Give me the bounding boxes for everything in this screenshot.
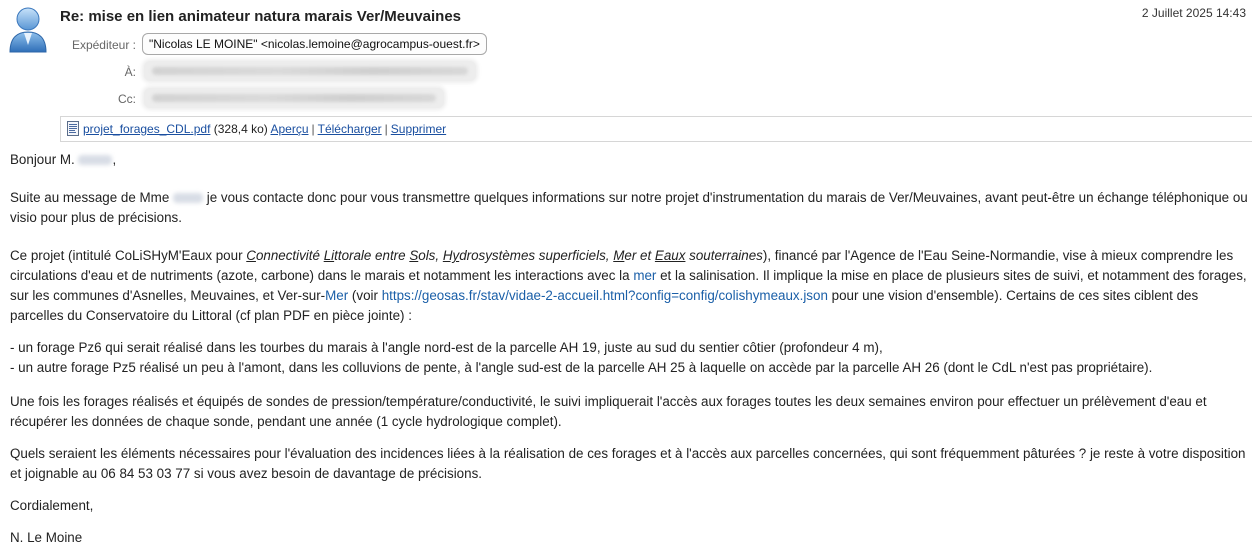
acronym-text: er et bbox=[624, 248, 655, 263]
download-link[interactable]: Télécharger bbox=[317, 122, 382, 136]
cc-label: Cc: bbox=[118, 92, 136, 106]
acronym-letter: Eaux bbox=[654, 248, 686, 263]
acronym-text: onnectivité bbox=[255, 248, 324, 263]
paragraph-project bbox=[10, 246, 1248, 326]
email-body bbox=[10, 150, 1248, 560]
acronym-text: ttorale entre bbox=[334, 248, 410, 263]
attachment-bar bbox=[60, 116, 1252, 142]
project-text: (voir bbox=[348, 288, 382, 303]
email-date: 2 Juillet 2025 14:43 bbox=[1141, 6, 1246, 20]
separator: | bbox=[311, 122, 315, 136]
greeting-punct: , bbox=[112, 152, 117, 167]
to-label: À: bbox=[124, 65, 136, 79]
acronym-text: souterraines bbox=[685, 248, 763, 263]
acronym-letter: Li bbox=[323, 248, 335, 263]
signature: N. Le Moine bbox=[10, 530, 83, 545]
redacted-name bbox=[78, 155, 112, 165]
message-header bbox=[0, 0, 1252, 145]
paragraph-intro bbox=[10, 188, 1248, 228]
preview-link[interactable]: Aperçu bbox=[270, 122, 309, 136]
acronym-letter: M bbox=[613, 248, 625, 263]
acronym-letter: Hy bbox=[442, 248, 460, 263]
mer-link[interactable]: Mer bbox=[325, 288, 349, 303]
paragraph-question: Quels seraient les éléments nécessaires pour l'évaluation des incidences liées à la réalisation de ces forages et à l'accès aux parcelles concernées, qui sont fréquemment pâturées ? je reste à votre disposition et joignable au 06 84 53 03 77 si vous avez besoin de davantage de précisions. bbox=[10, 446, 1246, 481]
intro-text-b: je vous contacte donc pour vous transmettre quelques informations sur notre projet d'instrumentation du marais de Ver/Meuvaines, avant peut-être un échange téléphonique ou visio pour plus de précisions. bbox=[10, 190, 1248, 225]
closing: Cordialement, bbox=[10, 498, 94, 513]
greeting-line bbox=[10, 150, 1248, 170]
intro-text-a: Suite au message de Mme bbox=[10, 190, 170, 205]
project-text: Ce projet (intitulé CoLiSHyM'Eaux pour bbox=[10, 248, 247, 263]
user-avatar-icon bbox=[8, 5, 48, 53]
separator: | bbox=[384, 122, 388, 136]
from-label: Expéditeur : bbox=[71, 38, 136, 52]
redacted-name bbox=[173, 193, 203, 203]
acronym-letter: C bbox=[246, 248, 256, 263]
acronym-letter: S bbox=[409, 248, 419, 263]
acronym-text: ols, bbox=[418, 248, 443, 263]
attachment-size: (328,4 ko) bbox=[213, 122, 268, 136]
email-subject: Re: mise en lien animateur natura marais Ver/Meuvaines bbox=[60, 8, 462, 25]
geosas-url-link[interactable]: https://geosas.fr/stav/vidae-2-accueil.html?config=config/colishymeaux.json bbox=[381, 288, 828, 303]
acronym-text: drosystèmes superficiels, bbox=[459, 248, 614, 263]
bullet-item: - un autre forage Pz5 réalisé un peu à l'amont, dans les colluvions de pente, à l'angle sud-est de la parcelle AH 25 à laquelle on accède par la parcelle AH 26 (dont le CdL n'est pas propriétaire). bbox=[10, 360, 1153, 375]
mer-link[interactable]: mer bbox=[633, 268, 657, 283]
attachment-filename-link[interactable]: projet_forages_CDL.pdf bbox=[83, 122, 211, 136]
sender-address-pill[interactable]: "Nicolas LE MOINE" <nicolas.lemoine@agrocampus-ouest.fr> bbox=[142, 33, 487, 55]
paragraph-monitoring: Une fois les forages réalisés et équipés de sondes de pression/température/conductivité, le suivi impliquerait l'accès aux forages toutes les deux semaines environ pour effectuer un prélèvement d'eau et récupérer les données de chaque sonde, pendant une année (1 cycle hydrologique complet). bbox=[10, 394, 1207, 429]
greeting-text: Bonjour M. bbox=[10, 152, 75, 167]
bullet-item: - un forage Pz6 qui serait réalisé dans les tourbes du marais à l'angle nord-est de la parcelle AH 19, juste au sud du sentier côtier (profondeur 4 m), bbox=[10, 340, 883, 355]
project-text: ), financé par l'Agence de l'Eau Seine-Normandie, vise à mieux comprendre les circulations d'eau et de nutriments (azote, carbone) dans le marais et notamment les interactions avec la bbox=[10, 248, 1234, 283]
project-text: et la salinisation. Il implique la mise en place de plusieurs sites de suivi, et notamment des forages, sur les communes d'Asnelles, Meuvaines, et Ver-sur- bbox=[10, 268, 1247, 303]
to-recipient-pill[interactable] bbox=[144, 61, 476, 81]
cc-recipient-pill[interactable] bbox=[144, 88, 444, 108]
delete-link[interactable]: Supprimer bbox=[390, 122, 447, 136]
project-text: pour une vision d'ensemble). Certains de ces sites ciblent des parcelles du Conservatoire du Littoral (cf plan PDF en pièce jointe) : bbox=[10, 288, 1199, 323]
pdf-file-icon bbox=[67, 121, 79, 136]
